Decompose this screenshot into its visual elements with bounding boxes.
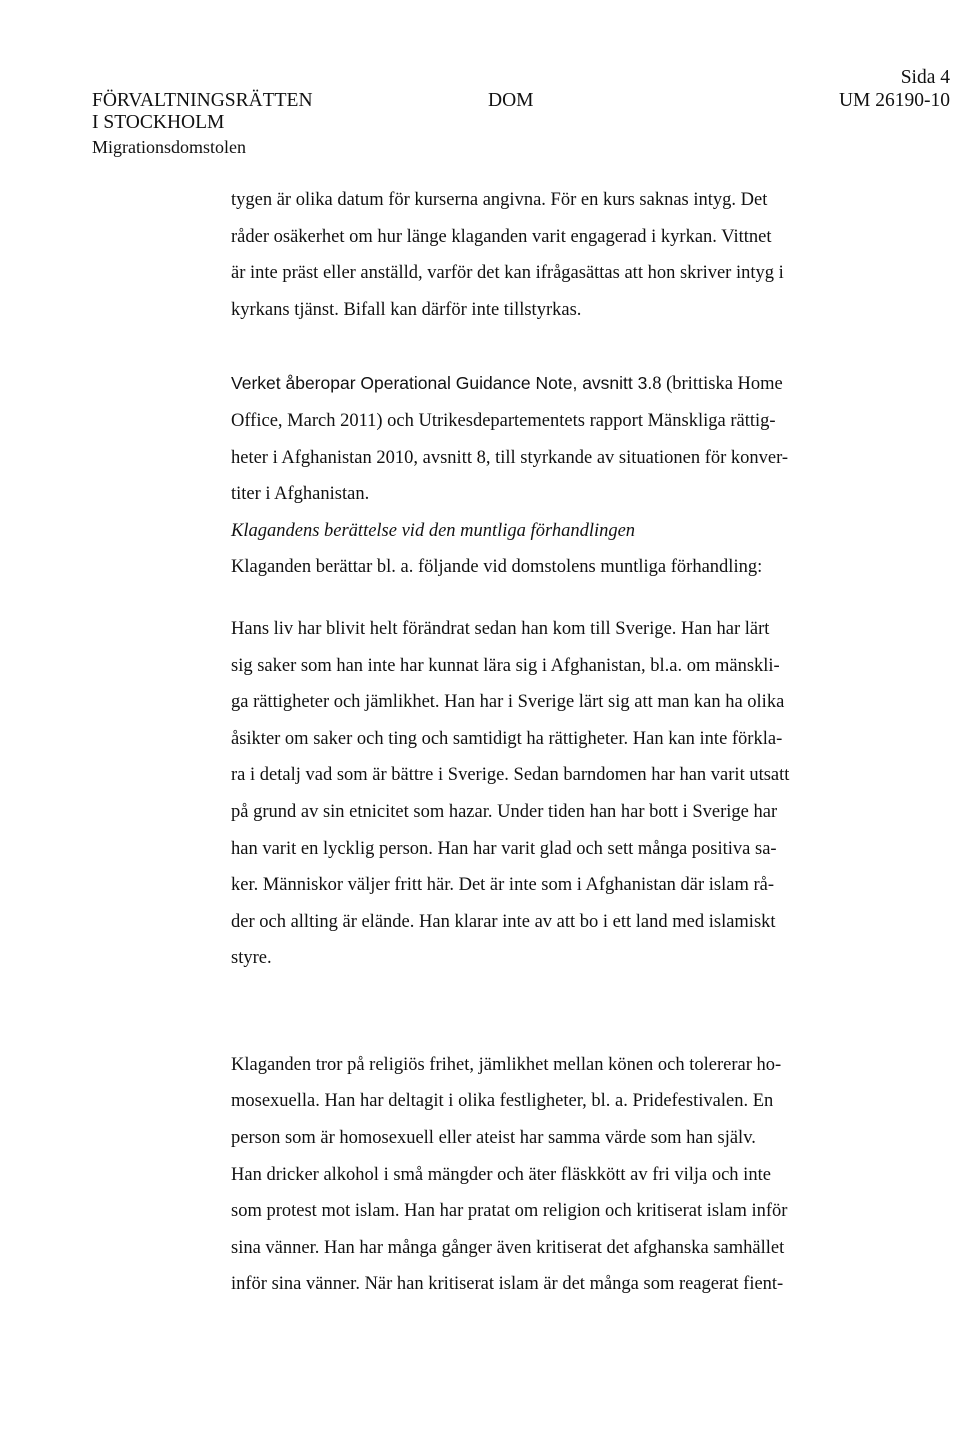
- page-reference: [839, 66, 950, 112]
- text-line: sig saker som han inte har kunnat lära sig i Afghanistan, bl.a. om mänskli-: [231, 655, 780, 676]
- text-line: der och allting är elände. Han klarar inte av att bo i ett land med islamiskt: [231, 911, 776, 932]
- text-line: tygen är olika datum för kurserna angivna. För en kurs saknas intyg. Det: [231, 190, 768, 210]
- text-line: Han dricker alkohol i små mängder och äter fläskkött av fri vilja och inte: [231, 1164, 771, 1185]
- text-line: Office, March 2011) och Utrikesdepartementets rapport Mänskliga rättig-: [231, 410, 776, 431]
- court-header: [92, 90, 313, 158]
- text-line: Klaganden tror på religiös frihet, jämlikhet mellan könen och tolererar ho-: [231, 1054, 782, 1075]
- paragraph: [231, 611, 865, 977]
- intro-line: [231, 549, 865, 586]
- text-line: som protest mot islam. Han har pratat om religion och kritiserat islam inför: [231, 1201, 788, 1222]
- text-line: ra i detalj vad som är bättre i Sverige. Sedan barndomen har han varit utsatt: [231, 765, 790, 786]
- text-line: ga rättigheter och jämlikhet. Han har i Sverige lärt sig att man kan ha olika: [231, 692, 785, 713]
- paragraph: [231, 182, 865, 328]
- document-type: DOM: [488, 90, 534, 111]
- text-line: är inte präst eller anställd, varför det kan ifrågasättas att hon skriver intyg i: [231, 263, 784, 284]
- court-name-line: FÖRVALTNINGSRÄTTEN: [92, 90, 313, 111]
- text-run: Verket åberopar Operational Guidance Note, avsnitt 3.: [231, 373, 653, 394]
- text-line: sina vänner. Han har många gånger även kritiserat det afghanska samhället: [231, 1237, 785, 1258]
- text-line: heter i Afghanistan 2010, avsnitt 8, till styrkande av situationen för konver-: [231, 447, 789, 468]
- text-line: titer i Afghanistan.: [231, 484, 370, 505]
- text-line: person som är homosexuell eller ateist har samma värde som han själv.: [231, 1128, 756, 1149]
- court-name-line: I STOCKHOLM: [92, 112, 225, 133]
- text-line: styre.: [231, 948, 272, 969]
- text-line: Hans liv har blivit helt förändrat sedan han kom till Sverige. Han har lärt: [231, 618, 770, 639]
- case-number: UM 26190-10: [838, 90, 950, 111]
- document-body: [231, 182, 865, 1303]
- paragraph: [231, 365, 865, 512]
- text-line: kyrkans tjänst. Bifall kan därför inte tillstyrkas.: [231, 299, 582, 320]
- court-division: Migrationsdomstolen: [92, 137, 246, 157]
- text-line: [231, 365, 865, 403]
- text-run: 8 (brittiska Home: [652, 374, 783, 395]
- text-line: råder osäkerhet om hur länge klaganden varit engagerad i kyrkan. Vittnet: [231, 226, 772, 247]
- text-line: åsikter om saker och ting och samtidigt ha rättigheter. Han kan inte förkla-: [231, 728, 783, 749]
- text-line: på grund av sin etnicitet som hazar. Under tiden han har bott i Sverige har: [231, 801, 778, 822]
- text-line: ker. Människor väljer fritt här. Det är inte som i Afghanistan där islam rå-: [231, 875, 775, 896]
- text-line: han varit en lycklig person. Han har varit glad och sett många positiva sa-: [231, 838, 777, 859]
- text-line: inför sina vänner. När han kritiserat islam är det många som reagerat fient-: [231, 1274, 784, 1295]
- paragraph: [231, 1047, 865, 1303]
- section-heading: Klagandens berättelse vid den muntliga förhandlingen: [231, 520, 636, 541]
- text-line: mosexuella. Han har deltagit i olika festligheter, bl. a. Pridefestivalen. En: [231, 1091, 774, 1112]
- text-line: Klaganden berättar bl. a. följande vid domstolens muntliga förhandling:: [231, 557, 763, 578]
- page-label: Sida 4: [900, 67, 950, 88]
